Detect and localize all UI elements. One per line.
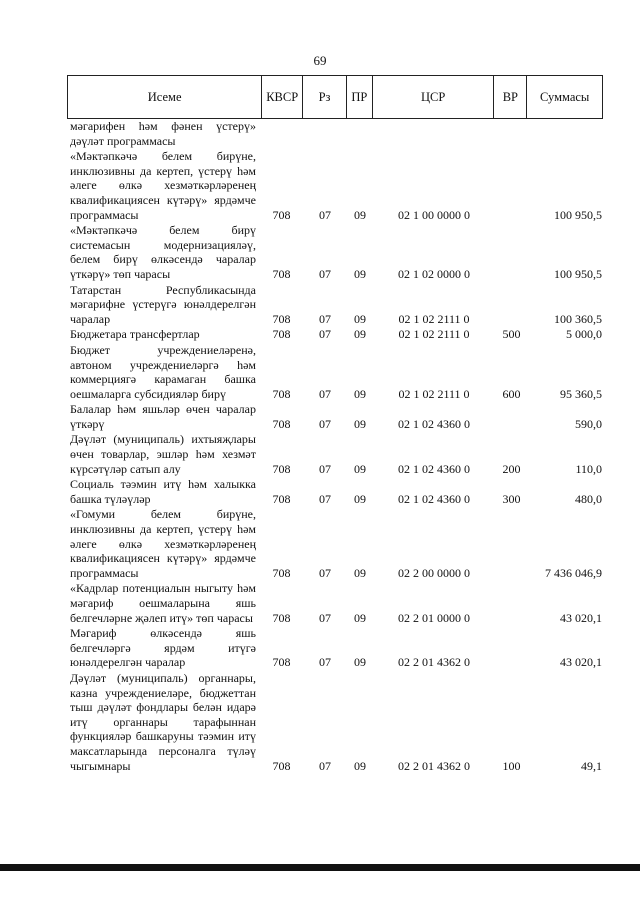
- row-kvsr: 708: [272, 416, 291, 431]
- row-pr: 09: [354, 655, 366, 670]
- row-csr: 02 2 01 4362 0: [398, 758, 470, 773]
- row-rz: 07: [319, 386, 331, 401]
- row-name: «Кадрлар потенциалын ныгыту һәм мәгариф оешмаларына яшь белгечләрне җәлеп итү» төп чарасы: [70, 581, 256, 625]
- table-row: [67, 149, 603, 222]
- row-name: Дәүләт (муниципаль) ихтыяҗлары өчен товарлар, эшләр һәм хезмәт күрсәтүләр сатып алу: [70, 432, 256, 476]
- row-kvsr: 708: [272, 758, 291, 773]
- row-csr: 02 2 00 0000 0: [398, 565, 470, 580]
- table-row: [67, 119, 603, 148]
- row-rz: 07: [319, 610, 331, 625]
- row-rz: 07: [319, 327, 331, 342]
- row-name: «Мәктәпкәчә белем бирүне, инклюзивны да кертеп, үстерү һәм әлеге өлкә хезмәткәрләренең квалификациясен күтәрү» ярдәмче программасы: [70, 149, 256, 222]
- header-csr: ЦСР: [373, 76, 495, 118]
- row-sum: 110,0: [575, 461, 602, 476]
- row-vr: 100: [502, 758, 521, 773]
- row-csr: 02 1 02 4360 0: [398, 461, 470, 476]
- table-row: [67, 327, 603, 342]
- row-csr: 02 1 02 4360 0: [398, 491, 470, 506]
- row-rz: 07: [319, 758, 331, 773]
- row-sum: 95 360,5: [560, 386, 602, 401]
- header-rz: Рз: [303, 76, 347, 118]
- row-pr: 09: [354, 461, 366, 476]
- table-header: [67, 75, 603, 119]
- row-sum: 7 436 046,9: [545, 565, 602, 580]
- row-vr: 600: [502, 386, 521, 401]
- row-rz: 07: [319, 461, 331, 476]
- row-pr: 09: [354, 758, 366, 773]
- row-vr: 300: [502, 491, 521, 506]
- scan-border: [0, 864, 640, 871]
- row-name: мәгарифен һәм фәнен үстерү» дәүләт программасы: [70, 119, 256, 148]
- row-kvsr: 708: [272, 461, 291, 476]
- row-rz: 07: [319, 565, 331, 580]
- row-sum: 590,0: [575, 416, 602, 431]
- table-row: [67, 671, 603, 773]
- row-sum: 100 950,5: [554, 207, 602, 222]
- table-row: [67, 343, 603, 401]
- row-pr: 09: [354, 266, 366, 281]
- row-name: Бюджет учреждениеләренә, автоном учреждениеләргә һәм коммерциягә карамаган башка оешмаларга субсидияләр бирү: [70, 342, 256, 401]
- row-name: Социаль тәэмин итү һәм халыкка башка түләүләр: [70, 477, 256, 506]
- row-pr: 09: [354, 491, 366, 506]
- row-name: Бюджетара трансфертлар: [70, 327, 200, 342]
- row-csr: 02 1 02 4360 0: [398, 416, 470, 431]
- row-rz: 07: [319, 491, 331, 506]
- row-name: «Гомуми белем бирүне, инклюзивны да кертеп, үстерү һәм әлеге өлкә хезмәткәрләренең квалификациясен күтәрү» ярдәмче программасы: [70, 507, 256, 580]
- header-name: Исеме: [68, 76, 262, 118]
- table-row: [67, 283, 603, 327]
- table-row: [67, 432, 603, 476]
- row-csr: 02 1 02 2111 0: [398, 311, 470, 326]
- row-name: Балалар һәм яшьләр өчен чаралар үткәрү: [70, 402, 256, 431]
- row-pr: 09: [354, 311, 366, 326]
- table-body: [67, 119, 603, 774]
- table-row: [67, 223, 603, 281]
- row-kvsr: 708: [272, 207, 291, 222]
- row-vr: 200: [502, 461, 521, 476]
- row-csr: 02 2 01 4362 0: [398, 655, 470, 670]
- row-csr: 02 1 00 0000 0: [398, 207, 470, 222]
- row-kvsr: 708: [272, 491, 291, 506]
- row-rz: 07: [319, 207, 331, 222]
- row-kvsr: 708: [272, 386, 291, 401]
- page-number: 69: [313, 53, 327, 68]
- row-pr: 09: [354, 416, 366, 431]
- row-name: Татарстан Республикасында мәгарифне үстерүгә юнәлдерелгән чаралар: [70, 282, 256, 326]
- row-sum: 43 020,1: [560, 610, 602, 625]
- row-sum: 100 950,5: [554, 266, 602, 281]
- row-kvsr: 708: [272, 311, 291, 326]
- table-row: [67, 402, 603, 431]
- row-kvsr: 708: [272, 610, 291, 625]
- row-sum: 480,0: [575, 491, 602, 506]
- table-row: [67, 581, 603, 625]
- table-row: [67, 507, 603, 580]
- row-name: Дәүләт (муниципаль) органнары, казна учреждениеләре, бюджеттан тыш дәүләт фондлары белән идарә итү органнары тарафыннан функцияләр башкаруны тәэмин итү максатларында персоналга түләү чыгымнары: [70, 670, 256, 773]
- row-csr: 02 1 02 2111 0: [398, 327, 470, 342]
- header-kvsr: КВСР: [262, 76, 303, 118]
- row-kvsr: 708: [272, 266, 291, 281]
- row-rz: 07: [319, 416, 331, 431]
- row-sum: 43 020,1: [560, 655, 602, 670]
- header-vr: ВР: [494, 76, 527, 118]
- row-csr: 02 1 02 0000 0: [398, 266, 470, 281]
- row-rz: 07: [319, 655, 331, 670]
- row-pr: 09: [354, 207, 366, 222]
- row-csr: 02 2 01 0000 0: [398, 610, 470, 625]
- row-rz: 07: [319, 266, 331, 281]
- row-rz: 07: [319, 311, 331, 326]
- row-pr: 09: [354, 327, 366, 342]
- row-kvsr: 708: [272, 655, 291, 670]
- table-row: [67, 477, 603, 506]
- row-pr: 09: [354, 386, 366, 401]
- header-pr: ПР: [347, 76, 373, 118]
- row-name: «Мәктәпкәчә белем бирү системасын модернизацияләү, белем бирү өлкәсендә чаралар үткәрү» төп чарасы: [70, 223, 256, 281]
- row-sum: 49,1: [581, 758, 602, 773]
- row-pr: 09: [354, 610, 366, 625]
- row-vr: 500: [502, 327, 521, 342]
- row-csr: 02 1 02 2111 0: [398, 386, 470, 401]
- header-sum: Суммасы: [539, 89, 590, 104]
- row-name: Мәгариф өлкәсендә яшь белгечләргә ярдәм итүгә юнәлдерелгән чаралар: [70, 626, 256, 670]
- row-sum: 5 000,0: [566, 327, 602, 342]
- row-pr: 09: [354, 565, 366, 580]
- row-kvsr: 708: [272, 327, 291, 342]
- row-sum: 100 360,5: [554, 311, 602, 326]
- row-kvsr: 708: [272, 565, 291, 580]
- table-row: [67, 626, 603, 670]
